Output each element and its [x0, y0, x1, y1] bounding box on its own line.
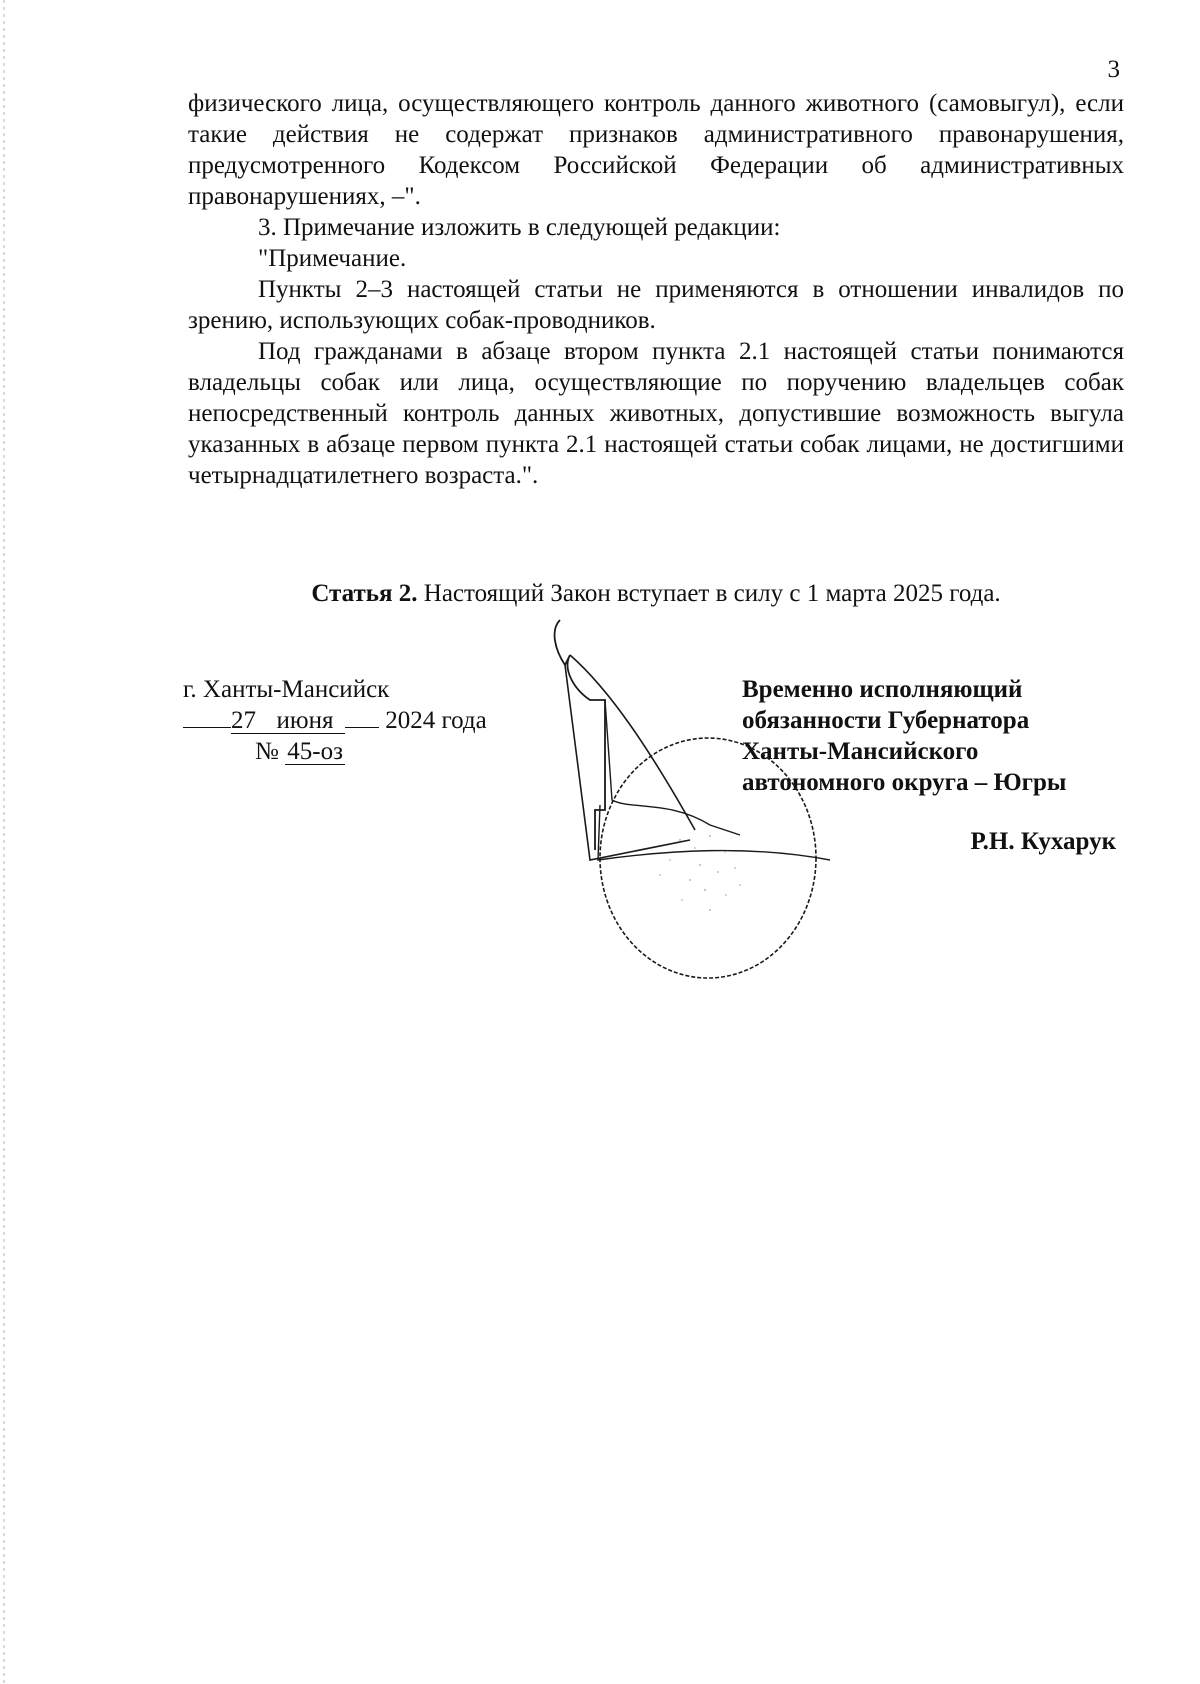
article-2 — [188, 578, 1124, 609]
date-month: июня — [265, 709, 345, 734]
paragraph-note-2: Под гражданами в абзаце втором пункта 2.1 настоящей статьи понимаются владельцы собак или лица, осуществляющие по поручению владельцев собак непосредственный контроль данных животных, допустившие возможность выгула указанных в абзаце первом пункта 2.1 настоящей статьи собак лицами, не достигшими четырнадцатилетнего возраста.". — [188, 338, 1124, 489]
paragraph-note-heading: "Примечание. — [258, 245, 407, 272]
paragraph-continuation: физического лица, осуществляющего контроль данного животного (самовыгул), если такие действия не содержат признаков административного правонарушения, предусмотренного Кодексом Российской Федерации об административных правонарушениях, –". — [188, 90, 1124, 210]
place-date-block — [183, 674, 523, 767]
signatory-title-line: автономного округа – Югры — [742, 769, 1067, 796]
signatory-title — [742, 674, 1122, 798]
city-line — [183, 674, 523, 705]
date-day: 27 — [231, 709, 265, 734]
paragraph-item-3: 3. Примечание изложить в следующей редакции: — [258, 214, 781, 241]
date-year: 2024 года — [385, 707, 487, 734]
page-number: 3 — [1107, 56, 1120, 83]
law-number-label: № — [255, 738, 279, 765]
article-2-text: Настоящий Закон вступает в силу с 1 марта 2025 года. — [417, 580, 1001, 607]
article-2-label: Статья 2. — [311, 580, 418, 607]
scan-edge-artifact — [3, 0, 5, 1684]
date-line — [183, 705, 523, 736]
city: г. Ханты-Мансийск — [183, 676, 390, 703]
signatory-name: Р.Н. Кухарук — [970, 828, 1116, 855]
signatory-title-line: обязанности Губернатора — [742, 707, 1030, 734]
body-text — [188, 88, 1124, 491]
paragraph-note-1: Пункты 2–3 настоящей статьи не применяются в отношении инвалидов по зрению, использующих собак-проводников. — [188, 276, 1124, 334]
signatory-title-line: Временно исполняющий — [742, 676, 1023, 703]
law-number-line — [183, 736, 523, 767]
day-underline-lead — [183, 727, 231, 728]
month-underline-tail — [345, 727, 379, 728]
signatory-title-line: Ханты-Мансийского — [742, 738, 979, 765]
law-number: 45-оз — [285, 740, 345, 765]
